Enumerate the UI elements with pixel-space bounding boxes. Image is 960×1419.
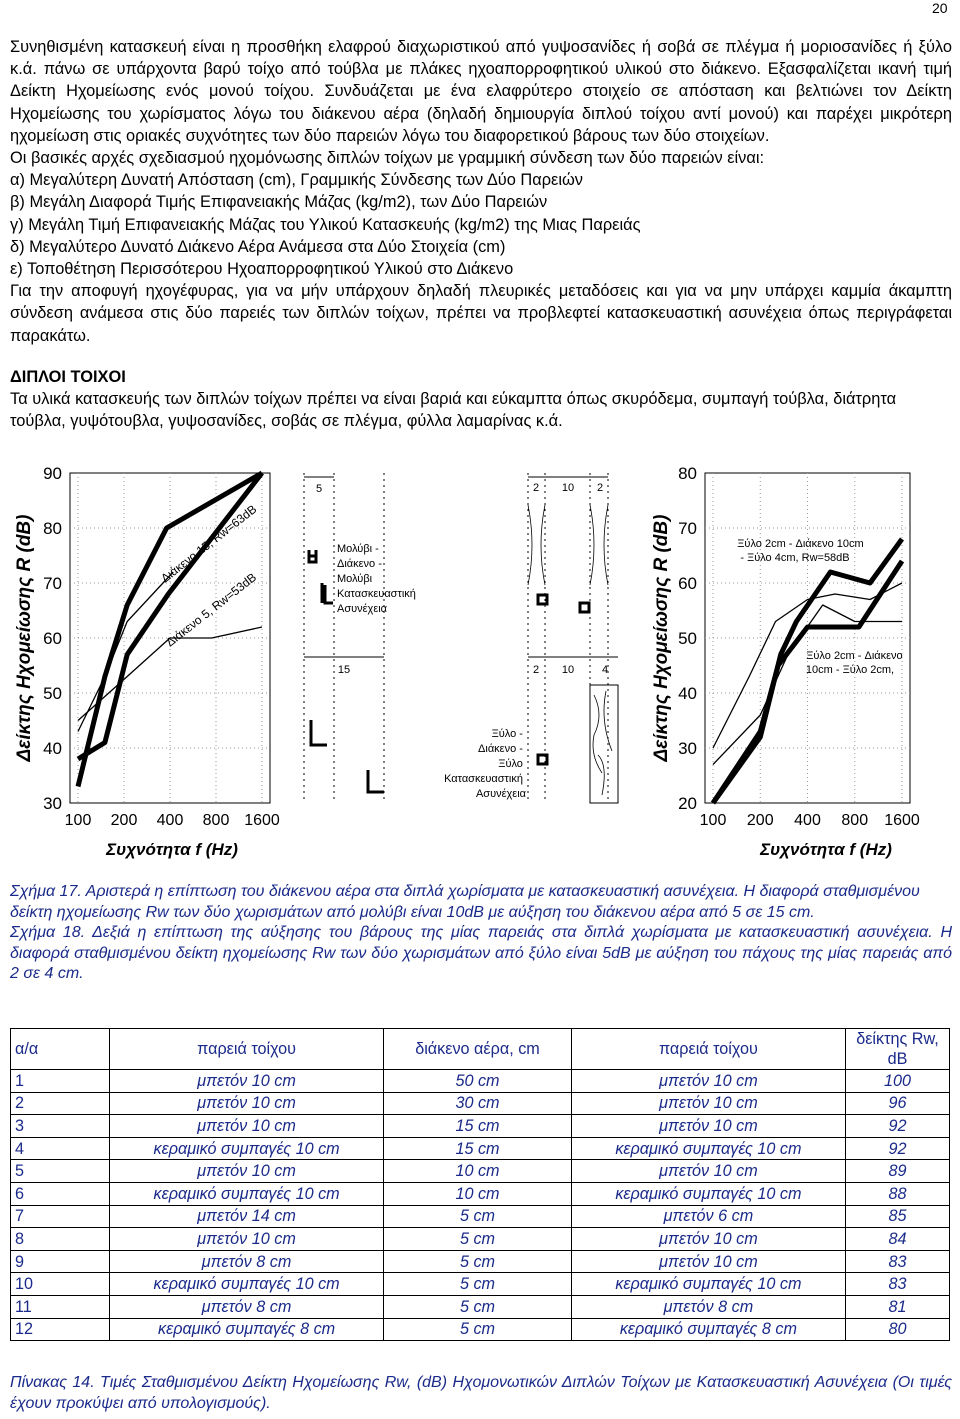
table-cell: 8 bbox=[11, 1228, 110, 1251]
table-cell: 12 bbox=[11, 1318, 110, 1341]
right-chart-xticks bbox=[700, 812, 920, 829]
list-item: ε) Τοποθέτηση Περισσότερου Ηχοαπορροφητικού Υλικού στο Διάκενο bbox=[10, 260, 514, 279]
table-cell: 5 bbox=[11, 1160, 110, 1183]
table-cell: 92 bbox=[846, 1137, 950, 1160]
paragraph: Συνηθισμένη κατασκευή είναι η προσθήκη ελαφρού διαχωριστικού από γυψοσανίδες ή σοβά σε πλέγμα ή μοριοσανίδες ή ξύλο κ.ά. πάνω σε υπάρχοντα βαρύ τοίχο από τούβλα με πλάκες ηχοαπορροφητικού υλικού στο διάκενο. Εξασφαλίζεται ικανή τιμή Δείκτη Ηχομείωσης ενός μονού τοίχου. Συνδυάζεται με ένα ελαφρύτερο στοιχείο σε απόσταση και βελτιώνει τον Δείκτη Ηχομείωσης του χωρίσματος λόγω του διάκενου αέρα (δηλαδή δημιουργία διπλού τοίχου αντί μονού) και παρέχει μικρότερη ηχομείωση στις οριακές συχνότητες των δύο παρειών λόγω του διαφορετικού βάρους των δύο στοιχείων. bbox=[10, 38, 952, 145]
y-tick-label: 80 bbox=[43, 519, 62, 538]
dimension-label: 5 bbox=[315, 483, 323, 495]
paragraph: Για την αποφυγή ηχογέφυρας, για να μήν υπάρχουν δηλαδή πλευρικές μεταδόσεις και για να μην υπάρχει καμμία άκαμπτη σύνδεση ανάμεσα στις δύο παρειές των διπλών τοίχων, πρέπει να προβλεφτεί κατασκευαστική ασυνέχεια όπως περιγράφεται παρακάτω. bbox=[10, 282, 952, 345]
right-wall-diagram bbox=[444, 473, 618, 803]
table-cell: 50 cm bbox=[384, 1070, 572, 1093]
table-cell: 88 bbox=[846, 1182, 950, 1205]
dimension-label: 2 bbox=[596, 482, 604, 494]
table-caption-block bbox=[10, 1372, 952, 1414]
left-curve-label: Διάκενο 5, Rw=53dB bbox=[163, 570, 260, 650]
table-cell: 4 bbox=[11, 1137, 110, 1160]
table-cell: μπετόν 10 cm bbox=[571, 1160, 845, 1183]
table-cell: μπετόν 10 cm bbox=[571, 1070, 845, 1093]
wall-section-icon bbox=[322, 583, 333, 603]
dimension-label: 4 bbox=[601, 664, 609, 676]
x-tick-label: 1600 bbox=[884, 812, 920, 829]
wall-section-icon bbox=[309, 550, 316, 562]
table-row bbox=[11, 1273, 950, 1296]
diagram-label: Ξύλο - Διάκενο - Ξύλο Κατασκευαστική Ασυνέχεια bbox=[444, 728, 526, 800]
table-cell: 5 cm bbox=[384, 1318, 572, 1341]
left-chart-xticks bbox=[65, 812, 280, 829]
table-cell: κεραμικό συμπαγές 8 cm bbox=[110, 1318, 384, 1341]
x-tick-label: 800 bbox=[202, 812, 230, 829]
table-cell: 6 bbox=[11, 1182, 110, 1205]
table-body bbox=[11, 1070, 950, 1341]
wall-section-icon bbox=[311, 720, 327, 745]
wall-section-icon bbox=[368, 770, 384, 792]
y-tick-label: 20 bbox=[678, 794, 697, 813]
y-tick-label: 70 bbox=[678, 519, 697, 538]
table-header-cell: παρειά τοίχου bbox=[110, 1029, 384, 1070]
table-cell: 89 bbox=[846, 1160, 950, 1183]
list-item: δ) Μεγαλύτερο Δυνατό Διάκενο Αέρα Ανάμεσα στα Δύο Στοιχεία (cm) bbox=[10, 237, 506, 256]
x-tick-label: 400 bbox=[794, 812, 821, 829]
table-cell: μπετόν 10 cm bbox=[110, 1228, 384, 1251]
y-tick-label: 60 bbox=[43, 629, 62, 648]
table-cell: 5 cm bbox=[384, 1250, 572, 1273]
wood-grain-icon bbox=[593, 691, 612, 795]
list-item: β) Μεγάλη Διαφορά Τιμής Επιφανειακής Μάζας (kg/m2), των Δύο Παρειών bbox=[10, 193, 548, 212]
figure-caption: Σχήμα 17. Αριστερά η επίπτωση του διάκενου αέρα στα διπλά χωρίσματα με κατασκευαστική ασυνέχεια. Η διαφορά σταθμισμένου δείκτη ηχομείωσης Rw των δύο χωρισμάτων από μολύβι είναι 10dB με αύξηση του διάκενου αέρα από 5 σε 15 cm. bbox=[10, 883, 920, 921]
table-cell: 5 cm bbox=[384, 1295, 572, 1318]
page-number: 20 bbox=[932, 0, 948, 16]
x-tick-label: 200 bbox=[746, 812, 774, 829]
paragraph: Τα υλικά κατασκευής των διπλών τοίχων πρέπει να είναι βαριά και εύκαμπτα όπως σκυρόδεμα, συμπαγή τούβλα, διάτρητα τούβλα, γυψότουβλα, γυψοσανίδες, σοβάς σε πλέγμα, φύλλα λαμαρίνας κ.ά. bbox=[10, 390, 897, 431]
wall-section-icon bbox=[580, 603, 589, 612]
table-row bbox=[11, 1205, 950, 1228]
y-tick-label: 50 bbox=[678, 629, 697, 648]
table-header-cell: α/α bbox=[11, 1029, 110, 1070]
table-cell: 100 bbox=[846, 1070, 950, 1093]
list-item: α) Μεγαλύτερη Δυνατή Απόσταση (cm), Γραμμικής Σύνδεσης των Δύο Παρειών bbox=[10, 171, 583, 190]
table-cell: μπετόν 10 cm bbox=[571, 1250, 845, 1273]
left-chart-ylabel: Δείκτης Ηχομείωσης R (dB) bbox=[14, 514, 35, 762]
y-tick-label: 40 bbox=[43, 739, 62, 758]
table-cell: 5 cm bbox=[384, 1228, 572, 1251]
x-tick-label: 100 bbox=[64, 812, 92, 829]
table-cell: 84 bbox=[846, 1228, 950, 1251]
table-row bbox=[11, 1092, 950, 1115]
right-curve-label: Ξύλο 2cm - Διάκενο 10cm - Ξύλο 4cm, Rw=58dB bbox=[737, 538, 864, 564]
y-tick-label: 80 bbox=[678, 464, 697, 483]
figure-captions bbox=[10, 882, 952, 985]
table-cell: μπετόν 14 cm bbox=[110, 1205, 384, 1228]
right-chart-xlabel: Συχνότητα f (Hz) bbox=[760, 840, 892, 859]
table-cell: μπετόν 6 cm bbox=[571, 1205, 845, 1228]
table-cell: 10 cm bbox=[384, 1182, 572, 1205]
table-header-cell: δείκτης Rw, dB bbox=[846, 1029, 950, 1070]
x-tick-label: 1600 bbox=[244, 812, 280, 829]
table-header-cell: παρειά τοίχου bbox=[571, 1029, 845, 1070]
y-tick-label: 30 bbox=[43, 794, 62, 813]
table-cell: 85 bbox=[846, 1205, 950, 1228]
wood-grain-icon bbox=[528, 505, 608, 585]
table-cell: κεραμικό συμπαγές 8 cm bbox=[571, 1318, 845, 1341]
table-cell: κεραμικό συμπαγές 10 cm bbox=[110, 1273, 384, 1296]
x-tick-label: 100 bbox=[699, 812, 727, 829]
table-cell: 92 bbox=[846, 1115, 950, 1138]
right-chart-ylabel: Δείκτης Ηχομείωσης R (dB) bbox=[651, 514, 672, 762]
y-tick-label: 70 bbox=[43, 574, 62, 593]
table-cell: κεραμικό συμπαγές 10 cm bbox=[110, 1182, 384, 1205]
table-row bbox=[11, 1228, 950, 1251]
wall-section-icon bbox=[538, 595, 547, 604]
dimension-label: 10 bbox=[561, 664, 575, 676]
left-wall-diagram bbox=[304, 473, 419, 803]
table-cell: κεραμικό συμπαγές 10 cm bbox=[571, 1273, 845, 1296]
left-chart-yticks bbox=[43, 464, 62, 813]
y-tick-label: 90 bbox=[43, 464, 62, 483]
table-cell: 10 cm bbox=[384, 1160, 572, 1183]
left-chart-xlabel: Συχνότητα f (Hz) bbox=[106, 840, 238, 859]
y-tick-label: 50 bbox=[43, 684, 62, 703]
table-cell: 15 cm bbox=[384, 1115, 572, 1138]
table-cell: 30 cm bbox=[384, 1092, 572, 1115]
x-tick-label: 800 bbox=[841, 812, 869, 829]
table-cell: 10 bbox=[11, 1273, 110, 1296]
figure bbox=[0, 455, 960, 875]
paragraph: Οι βασικές αρχές σχεδιασμού ηχομόνωσης διπλών τοίχων με γραμμική σύνδεση των δύο παρειών είναι: bbox=[10, 149, 765, 168]
table-cell: μπετόν 10 cm bbox=[571, 1228, 845, 1251]
table-cell: μπετόν 10 cm bbox=[110, 1115, 384, 1138]
right-chart-grid bbox=[705, 473, 910, 803]
table-cell: μπετόν 10 cm bbox=[110, 1092, 384, 1115]
left-chart bbox=[14, 464, 280, 859]
table-row bbox=[11, 1250, 950, 1273]
diagram-label: Μολύβι - Διάκενο - Μολύβι Κατασκευαστική Ασυνέχεια bbox=[337, 543, 416, 615]
table-cell: μπετόν 10 cm bbox=[571, 1115, 845, 1138]
y-tick-label: 40 bbox=[678, 684, 697, 703]
table-row bbox=[11, 1115, 950, 1138]
table-cell: μπετόν 8 cm bbox=[110, 1295, 384, 1318]
right-curve-label: Ξύλο 2cm - Διάκενο 10cm - Ξύλο 2cm, bbox=[805, 650, 903, 676]
table-cell: μπετόν 10 cm bbox=[571, 1092, 845, 1115]
figure-caption: Σχήμα 18. Δεξιά η επίπτωση της αύξησης του βάρους της μίας παρειάς στα διπλά χωρίσματα με κατασκευαστική ασυνέχεια. Η διαφορά σταθμισμένου δείκτη ηχομείωσης Rw των δύο χωρισμάτων από ξύλο είναι 5dB με αύξηση του πάχους της μίας παρειάς από 2 σε 4 cm. bbox=[10, 924, 952, 982]
table-cell: κεραμικό συμπαγές 10 cm bbox=[110, 1137, 384, 1160]
table-cell: κεραμικό συμπαγές 10 cm bbox=[571, 1137, 845, 1160]
table-row bbox=[11, 1160, 950, 1183]
table-row bbox=[11, 1295, 950, 1318]
table-cell: κεραμικό συμπαγές 10 cm bbox=[571, 1182, 845, 1205]
y-tick-label: 60 bbox=[678, 574, 697, 593]
figure-svg bbox=[0, 455, 960, 875]
body-text bbox=[10, 36, 952, 432]
section-heading: ΔΙΠΛΟΙ ΤΟΙΧΟΙ bbox=[10, 367, 126, 386]
table-cell: μπετόν 8 cm bbox=[110, 1250, 384, 1273]
dimension-label: 15 bbox=[337, 664, 351, 676]
table-header-cell: διάκενο αέρα, cm bbox=[384, 1029, 572, 1070]
table-cell: 80 bbox=[846, 1318, 950, 1341]
table-caption: Πίνακας 14. Τιμές Σταθμισμένου Δείκτη Ηχομείωσης Rw, (dB) Ηχομονωτικών Διπλών Τοίχων με Κατασκευαστική Ασυνέχεια (Οι τιμές έχουν προκύψει από υπολογισμούς). bbox=[10, 1374, 952, 1412]
dimension-label: 2 bbox=[532, 664, 540, 676]
table-cell: 83 bbox=[846, 1250, 950, 1273]
table-cell: 7 bbox=[11, 1205, 110, 1228]
table-cell: 9 bbox=[11, 1250, 110, 1273]
table-cell: 1 bbox=[11, 1070, 110, 1093]
right-chart bbox=[651, 464, 920, 859]
data-table bbox=[10, 1028, 950, 1341]
table-cell: 11 bbox=[11, 1295, 110, 1318]
table-header-row bbox=[11, 1029, 950, 1070]
table-cell: 15 cm bbox=[384, 1137, 572, 1160]
table-row bbox=[11, 1137, 950, 1160]
table-cell: 2 bbox=[11, 1092, 110, 1115]
x-tick-label: 200 bbox=[110, 812, 138, 829]
table-cell: 5 cm bbox=[384, 1205, 572, 1228]
left-curve-label: Διάκενο 15, Rw=63dB bbox=[158, 502, 260, 586]
table-row bbox=[11, 1182, 950, 1205]
dimension-label: 10 bbox=[561, 482, 575, 494]
table-cell: μπετόν 10 cm bbox=[110, 1070, 384, 1093]
dimension-label: 2 bbox=[532, 482, 540, 494]
table-cell: 5 cm bbox=[384, 1273, 572, 1296]
table-cell: 3 bbox=[11, 1115, 110, 1138]
table-cell: 96 bbox=[846, 1092, 950, 1115]
wall-section-icon bbox=[538, 755, 547, 764]
right-chart-yticks bbox=[678, 464, 697, 813]
x-tick-label: 400 bbox=[156, 812, 184, 829]
list-item: γ) Μεγάλη Τιμή Επιφανειακής Μάζας του Υλικού Κατασκευής (kg/m2) της Μιας Παρειάς bbox=[10, 215, 641, 234]
table-row bbox=[11, 1070, 950, 1093]
table-cell: 83 bbox=[846, 1273, 950, 1296]
table-cell: 81 bbox=[846, 1295, 950, 1318]
table-cell: μπετόν 10 cm bbox=[110, 1160, 384, 1183]
table-cell: μπετόν 8 cm bbox=[571, 1295, 845, 1318]
table-row bbox=[11, 1318, 950, 1341]
y-tick-label: 30 bbox=[678, 739, 697, 758]
